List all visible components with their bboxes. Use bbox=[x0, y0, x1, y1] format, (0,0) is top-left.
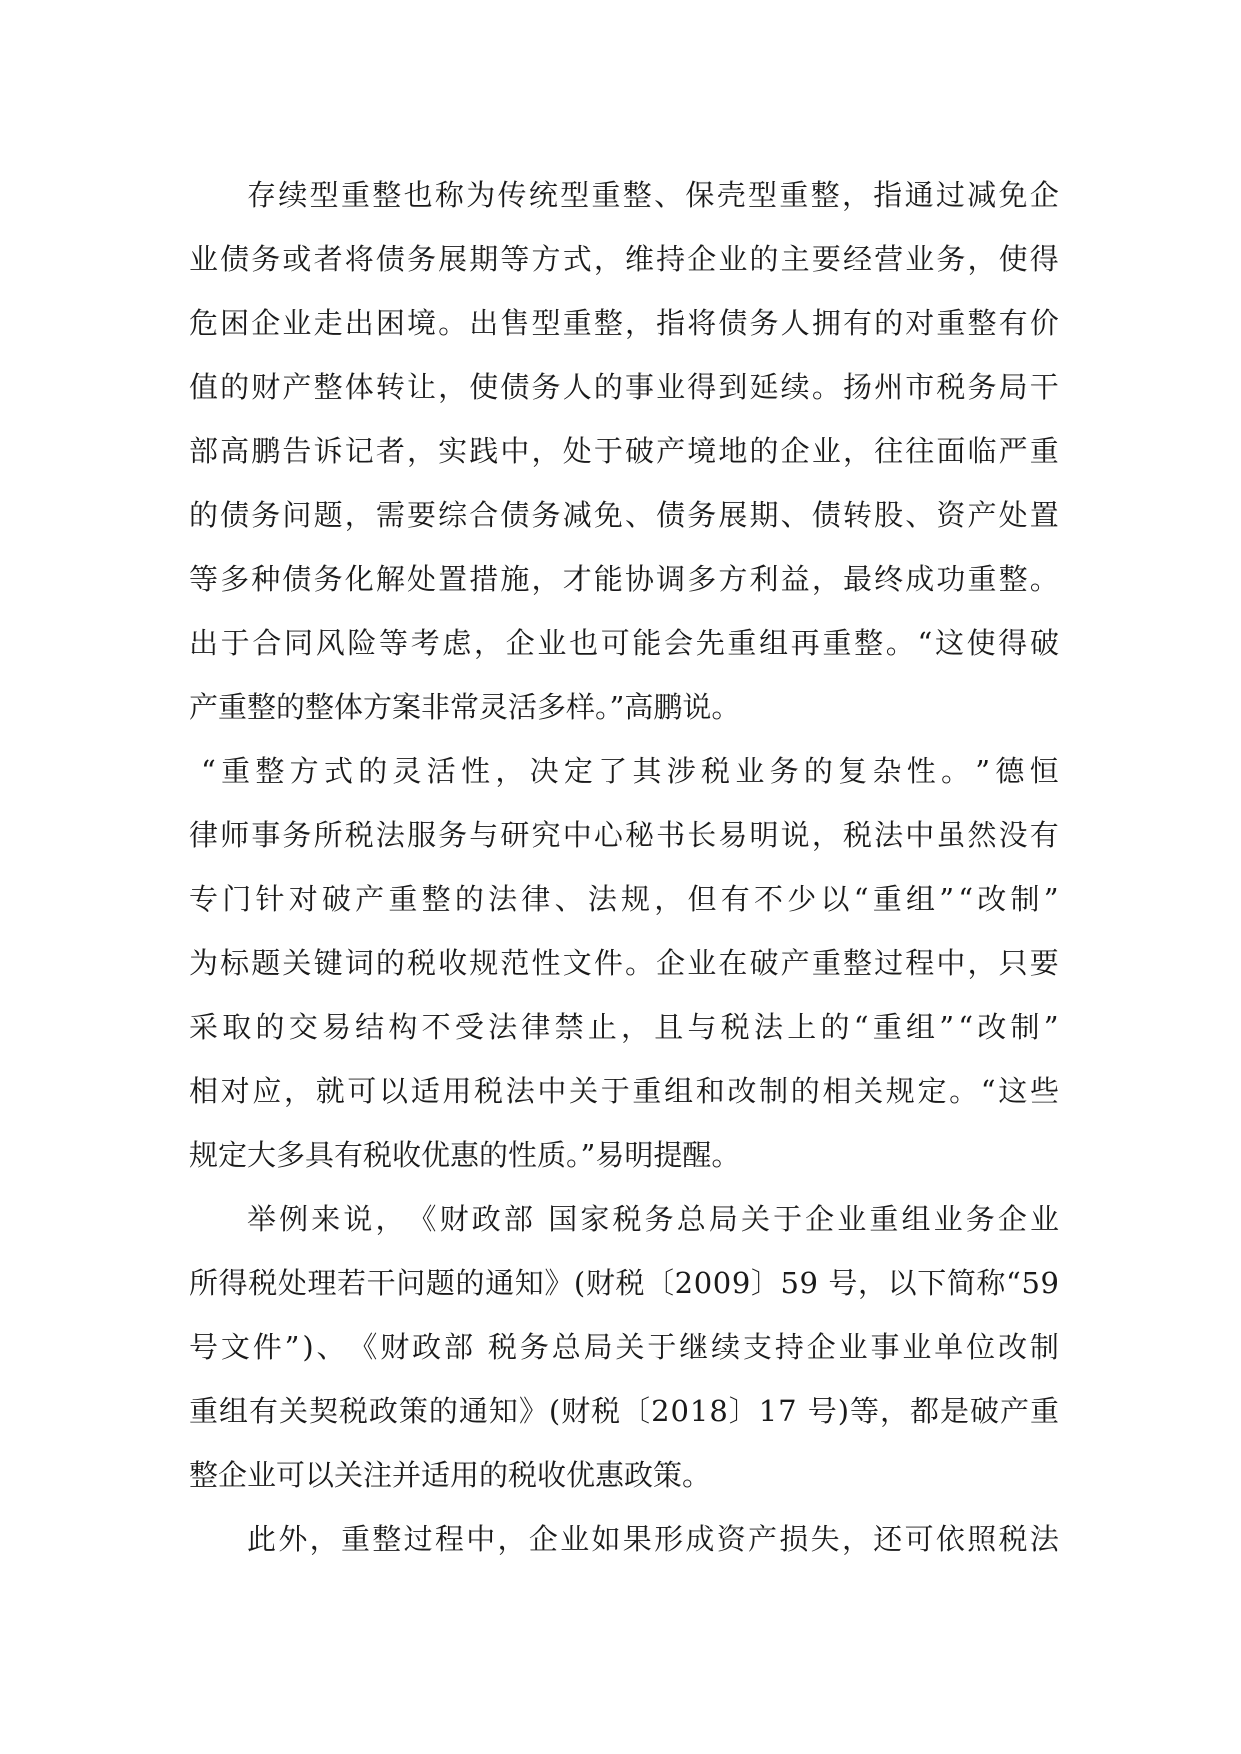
paragraph-2-line-2: 律 师 事 务 所 税 法 服 务 与 研 究 中 心 秘 书 长 易 明 说 ， 税 法 中 虽 然 没 有 bbox=[189, 818, 1059, 852]
paragraph-2-line-5: 采 取 的 交 易 结 构 不 受 法 律 禁 止 ， 且 与 税 法 上 的 “ 重 组 ” “ 改 制 ” bbox=[189, 1010, 1059, 1044]
article-body bbox=[189, 163, 1059, 1571]
paragraph-2-line-6: 相 对 应 ， 就 可 以 适 用 税 法 中 关 于 重 组 和 改 制 的 相 关 规 定 。 “ 这 些 bbox=[189, 1074, 1059, 1108]
paragraph-3-line-4: 重 组 有 关 契 税 政 策 的 通 知 》 ( 财 税 〔 2 0 1 8 〕 1 7 号 ) 等 ， 都 是 破 产 重 bbox=[189, 1394, 1059, 1428]
paragraph-2-line-7: 规定大多具有税收优惠的性质。”易明提醒。 bbox=[189, 1138, 741, 1172]
paragraph-1-line-4: 值 的 财 产 整 体 转 让 ， 使 债 务 人 的 事 业 得 到 延 续 。 扬 州 市 税 务 局 干 bbox=[189, 370, 1059, 404]
paragraph-1-line-9: 产重整的整体方案非常灵活多样。”高鹏说。 bbox=[189, 690, 741, 724]
paragraph-1-line-6: 的 债 务 问 题 ， 需 要 综 合 债 务 减 免 、 债 务 展 期 、 债 转 股 、 资 产 处 置 bbox=[189, 498, 1059, 532]
paragraph-1-line-3: 危 困 企 业 走 出 困 境 。 出 售 型 重 整 ， 指 将 债 务 人 拥 有 的 对 重 整 有 价 bbox=[189, 306, 1059, 340]
paragraph-1-line-1: 存 续 型 重 整 也 称 为 传 统 型 重 整 、 保 壳 型 重 整 ， 指 通 过 减 免 企 bbox=[247, 178, 1059, 212]
paragraph-2-line-3: 专 门 针 对 破 产 重 整 的 法 律 、 法 规 ， 但 有 不 少 以 “ 重 组 ” “ 改 制 ” bbox=[189, 882, 1059, 916]
paragraph-4-line-1: 此 外 ， 重 整 过 程 中 ， 企 业 如 果 形 成 资 产 损 失 ， 还 可 依 照 税 法 bbox=[247, 1522, 1059, 1556]
paragraph-2-line-1: “ 重 整 方 式 的 灵 活 性 ， 决 定 了 其 涉 税 业 务 的 复 杂 性 。 ” 德 恒 bbox=[201, 754, 1059, 788]
paragraph-1-line-5: 部 高 鹏 告 诉 记 者 ， 实 践 中 ， 处 于 破 产 境 地 的 企 业 ， 往 往 面 临 严 重 bbox=[189, 434, 1059, 468]
paragraph-3-line-1: 举 例 来 说 ， 《 财 政 部 国 家 税 务 总 局 关 于 企 业 重 组 业 务 企 业 bbox=[247, 1202, 1059, 1236]
paragraph-1-line-7: 等 多 种 债 务 化 解 处 置 措 施 ， 才 能 协 调 多 方 利 益 ， 最 终 成 功 重 整 。 bbox=[189, 562, 1059, 596]
paragraph-3-line-3: 号 文 件 ” ) 、 《 财 政 部 税 务 总 局 关 于 继 续 支 持 企 业 事 业 单 位 改 制 bbox=[189, 1330, 1059, 1364]
paragraph-3-line-5: 整企业可以关注并适用的税收优惠政策。 bbox=[189, 1458, 712, 1492]
paragraph-3-line-2: 所 得 税 处 理 若 干 问 题 的 通 知 》 ( 财 税 〔 2 0 0 9 〕 5 9 号 ， 以 下 简 称 “ 5 9 bbox=[189, 1266, 1059, 1300]
paragraph-1-line-8: 出 于 合 同 风 险 等 考 虑 ， 企 业 也 可 能 会 先 重 组 再 重 整 。 “ 这 使 得 破 bbox=[189, 626, 1059, 660]
paragraph-1-line-2: 业 债 务 或 者 将 债 务 展 期 等 方 式 ， 维 持 企 业 的 主 要 经 营 业 务 ， 使 得 bbox=[189, 242, 1059, 276]
paragraph-2-line-4: 为 标 题 关 键 词 的 税 收 规 范 性 文 件 。 企 业 在 破 产 重 整 过 程 中 ， 只 要 bbox=[189, 946, 1059, 980]
